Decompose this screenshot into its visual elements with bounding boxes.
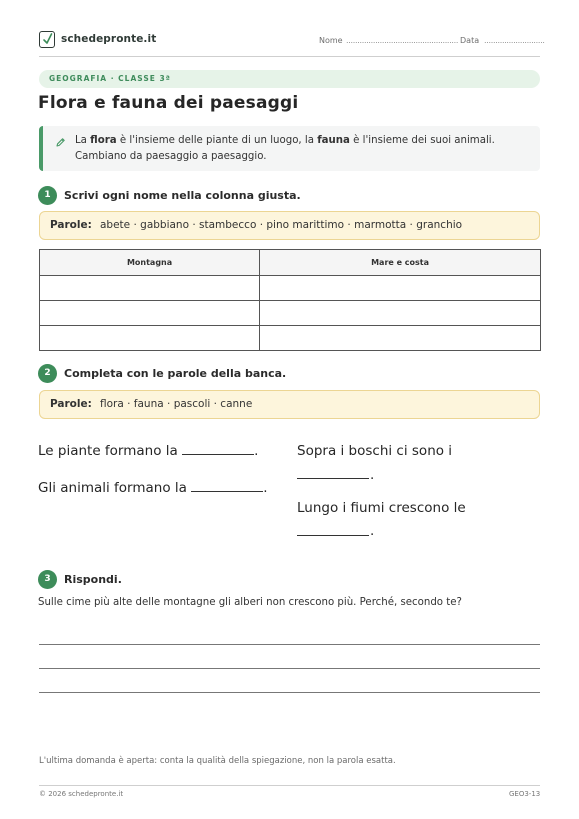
name-field[interactable]: ..................................................: [346, 36, 459, 45]
answer-line[interactable]: [39, 668, 540, 669]
table-row: [40, 276, 541, 301]
answer-blank[interactable]: [182, 454, 254, 455]
answer-line[interactable]: [39, 692, 540, 693]
section-3-number: 3: [38, 570, 57, 589]
column-header-mare-costa: Mare e costa: [260, 250, 541, 276]
cloze-sentence-3-end: .: [370, 467, 375, 483]
section-1-title: Scrivi ogni nome nella colonna giusta.: [64, 189, 301, 202]
date-label: Data: [460, 36, 480, 45]
table-cell[interactable]: [40, 276, 260, 301]
word-bank-1-label: Parole:: [50, 219, 92, 231]
footer-divider: [39, 785, 540, 786]
section-3-title: Rispondi.: [64, 573, 122, 586]
cloze-sentence-2: Gli animali formano la .: [38, 480, 268, 496]
table-row: [40, 326, 541, 351]
header-divider: [39, 56, 540, 57]
subject-tag-label: GEOGRAFIA · CLASSE 3ª: [49, 74, 171, 83]
table-cell[interactable]: [260, 276, 541, 301]
word-bank-2-label: Parole:: [50, 398, 92, 410]
table-cell[interactable]: [40, 326, 260, 351]
cloze-sentence-1: Le piante formano la .: [38, 443, 259, 459]
page-title: Flora e fauna dei paesaggi: [38, 93, 299, 113]
brand-name: schedepronte.it: [61, 33, 157, 45]
word-bank-2-words: flora · fauna · pascoli · canne: [100, 398, 253, 410]
name-label: Nome: [319, 36, 343, 45]
teacher-note: L'ultima domanda è aperta: conta la qualità della spiegazione, non la parola esatta.: [39, 756, 396, 766]
table-cell[interactable]: [260, 301, 541, 326]
table-cell[interactable]: [260, 326, 541, 351]
pencil-icon: [55, 137, 66, 148]
answer-blank[interactable]: [297, 478, 369, 479]
answer-line[interactable]: [39, 644, 540, 645]
table-cell[interactable]: [40, 301, 260, 326]
section-3-question: Sulle cime più alte delle montagne gli alberi non crescono più. Perché, secondo te?: [38, 597, 462, 608]
info-text: La flora è l'insieme delle piante di un luogo, la fauna è l'insieme dei suoi animali. Cambiano da paesaggio a paesaggio.: [75, 135, 495, 162]
sorting-table: [39, 249, 541, 351]
date-field[interactable]: ...........................: [484, 36, 545, 45]
column-header-montagna: Montagna: [40, 250, 260, 276]
answer-blank[interactable]: [297, 535, 369, 536]
answer-blank[interactable]: [191, 491, 263, 492]
section-1-number: 1: [38, 186, 57, 205]
checkmark-icon: [43, 33, 52, 45]
section-2-number: 2: [38, 364, 57, 383]
table-row: [40, 301, 541, 326]
section-2-title: Completa con le parole della banca.: [64, 367, 287, 380]
cloze-sentence-4: Lungo i fiumi crescono le: [297, 500, 466, 516]
footer-copyright: © 2026 schedepronte.it: [39, 790, 124, 798]
word-bank-1-words: abete · gabbiano · stambecco · pino marittimo · marmotta · granchio: [100, 219, 463, 231]
footer-code: GEO3-13: [509, 790, 541, 798]
cloze-sentence-4-end: .: [370, 523, 375, 539]
cloze-sentence-3: Sopra i boschi ci sono i: [297, 443, 453, 459]
